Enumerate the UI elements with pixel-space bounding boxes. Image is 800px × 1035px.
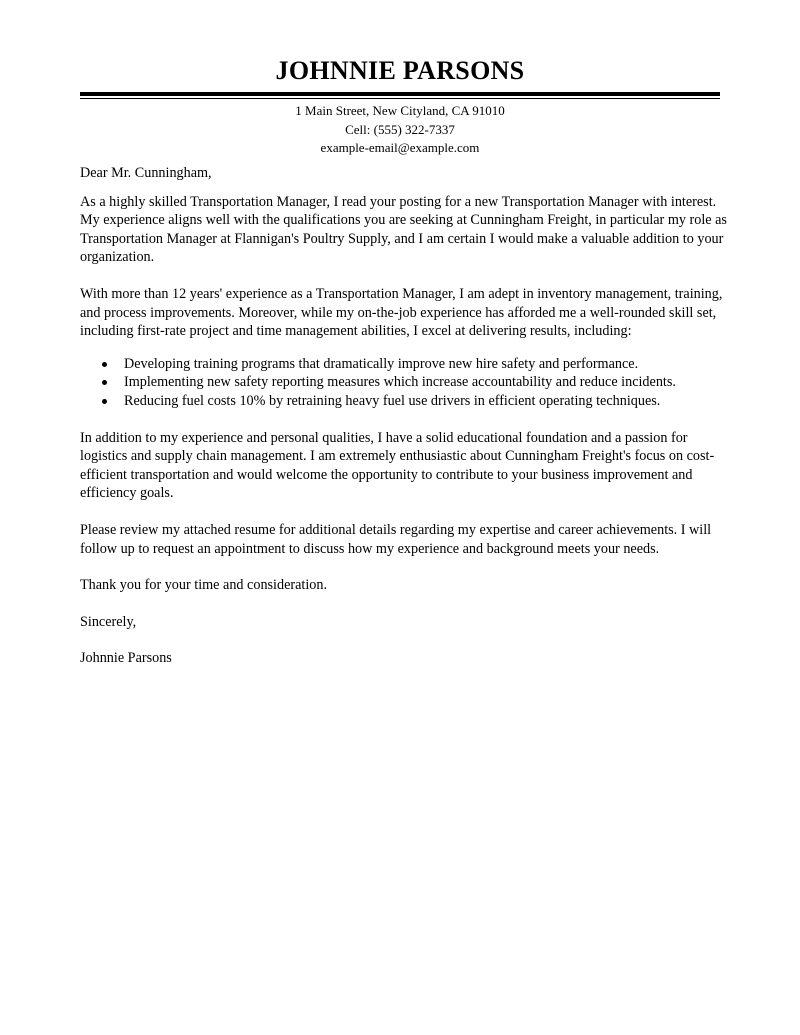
- contact-address: 1 Main Street, New Cityland, CA 91010: [295, 103, 505, 118]
- header-rule-thick: [80, 92, 720, 96]
- contact-email: example-email@example.com: [320, 140, 480, 155]
- closing-line: Sincerely,: [80, 613, 137, 630]
- paragraph-experience: With more than 12 years' experience as a Transportation Manager, I am adept in inventory management, training, and process improvements. Moreover, while my on-the-job experience has afforded me a well-rounded skill set, including first-rate project and time management abilities, I excel at delivering results, including:: [80, 285, 723, 340]
- bullet-icon: [102, 380, 107, 385]
- list-item: [80, 355, 730, 374]
- list-item-text: Implementing new safety reporting measures which increase accountability and reduce incidents.: [124, 374, 676, 391]
- thank-you-line: Thank you for your time and consideration.: [80, 577, 328, 594]
- contact-block: [80, 102, 720, 158]
- header-rule-thin: [80, 98, 720, 99]
- list-item: [80, 392, 730, 411]
- bullet-icon: [102, 362, 107, 367]
- list-item-text: Developing training programs that dramatically improve new hire safety and performance.: [124, 355, 639, 372]
- applicant-name: JOHNNIE PARSONS: [275, 56, 525, 85]
- contact-phone: Cell: (555) 322-7337: [345, 121, 455, 137]
- letter-body: [80, 164, 730, 686]
- list-item: [80, 373, 730, 392]
- achievements-list: [80, 355, 730, 411]
- salutation: Dear Mr. Cunningham,: [80, 165, 212, 181]
- signature-name: Johnnie Parsons: [80, 650, 172, 667]
- list-item-text: Reducing fuel costs 10% by retraining heavy fuel use drivers in efficient operating techniques.: [124, 392, 661, 409]
- paragraph-education: In addition to my experience and personal qualities, I have a solid educational foundation and a passion for logistics and supply chain management. I am extremely enthusiastic about Cunningham Freight's focus on cost-efficient transportation and would welcome the opportunity to contribute to your business improvement and efficiency goals.: [80, 429, 715, 502]
- paragraph-follow-up: Please review my attached resume for additional details regarding my expertise and career achievements. I will follow up to request an appointment to discuss how my experience and background meets your needs.: [80, 521, 712, 557]
- paragraph-intro: As a highly skilled Transportation Manager, I read your posting for a new Transportation Manager with interest. My experience aligns well with the qualifications you are seeking at Cunningham Freight, in particular my role as Transportation Manager at Flannigan's Poultry Supply, and I am certain I would make a valuable addition to your organization.: [80, 193, 727, 266]
- bullet-icon: [102, 399, 107, 404]
